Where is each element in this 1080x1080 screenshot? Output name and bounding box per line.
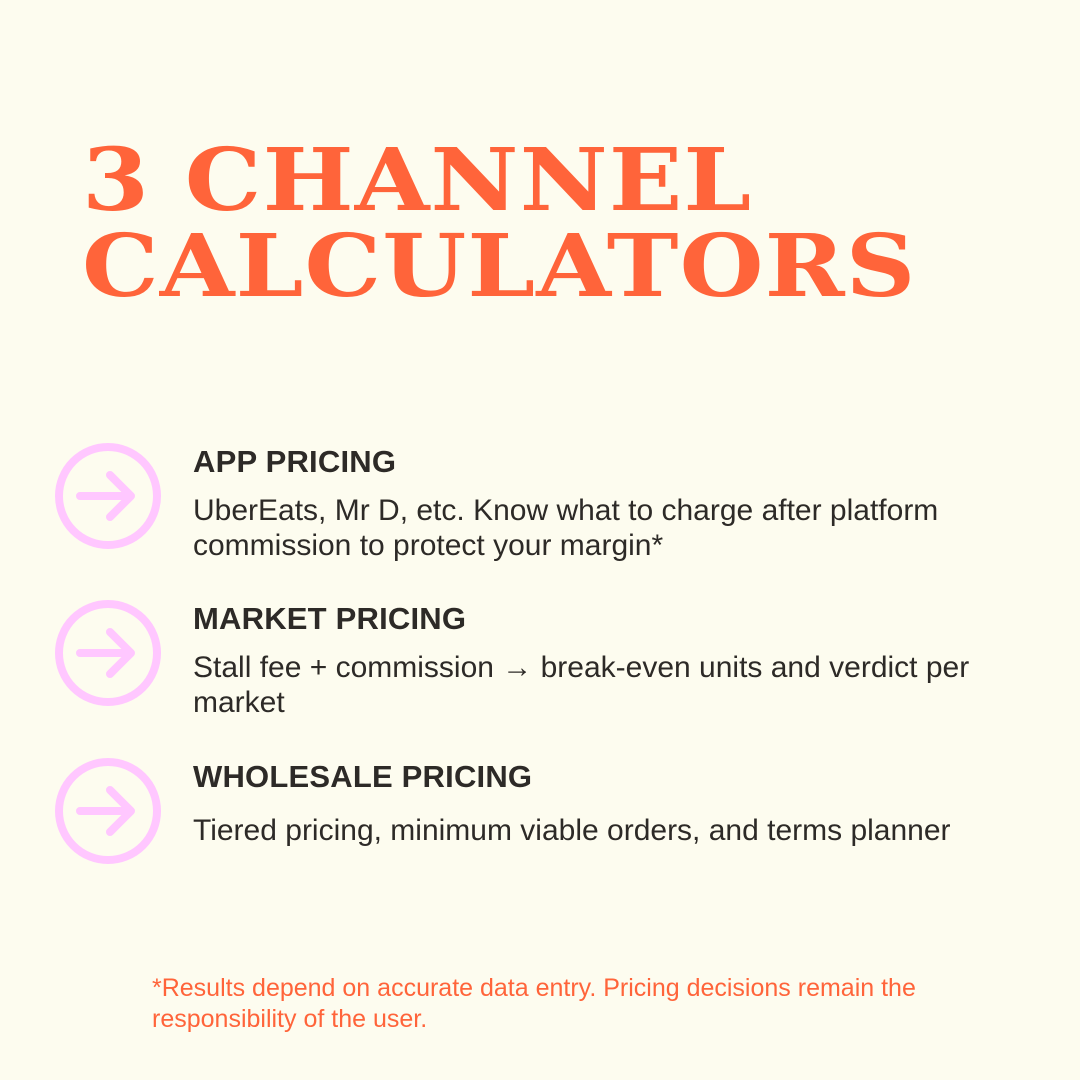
disclaimer-text: *Results depend on accurate data entry. Pricing decisions remain the responsibility of the user.: [152, 974, 916, 1033]
page-title: [82, 130, 917, 317]
arrow-right-circle-icon: [55, 758, 161, 864]
feature-title: APP PRICING: [193, 444, 397, 479]
title-line-1: 3 CHANNEL: [82, 130, 753, 231]
arrow-right-circle-icon: [55, 443, 161, 549]
feature-description: UberEats, Mr D, etc. Know what to charge after platform commission to protect your margin*: [193, 494, 939, 562]
feature-title: WHOLESALE PRICING: [193, 759, 533, 794]
title-line-2: CALCULATORS: [82, 216, 917, 317]
feature-description: Tiered pricing, minimum viable orders, and terms planner: [193, 814, 951, 847]
feature-title: MARKET PRICING: [193, 601, 467, 636]
arrow-right-circle-icon: [55, 600, 161, 706]
feature-description: Stall fee + commission → break-even units and verdict per market: [193, 651, 970, 719]
